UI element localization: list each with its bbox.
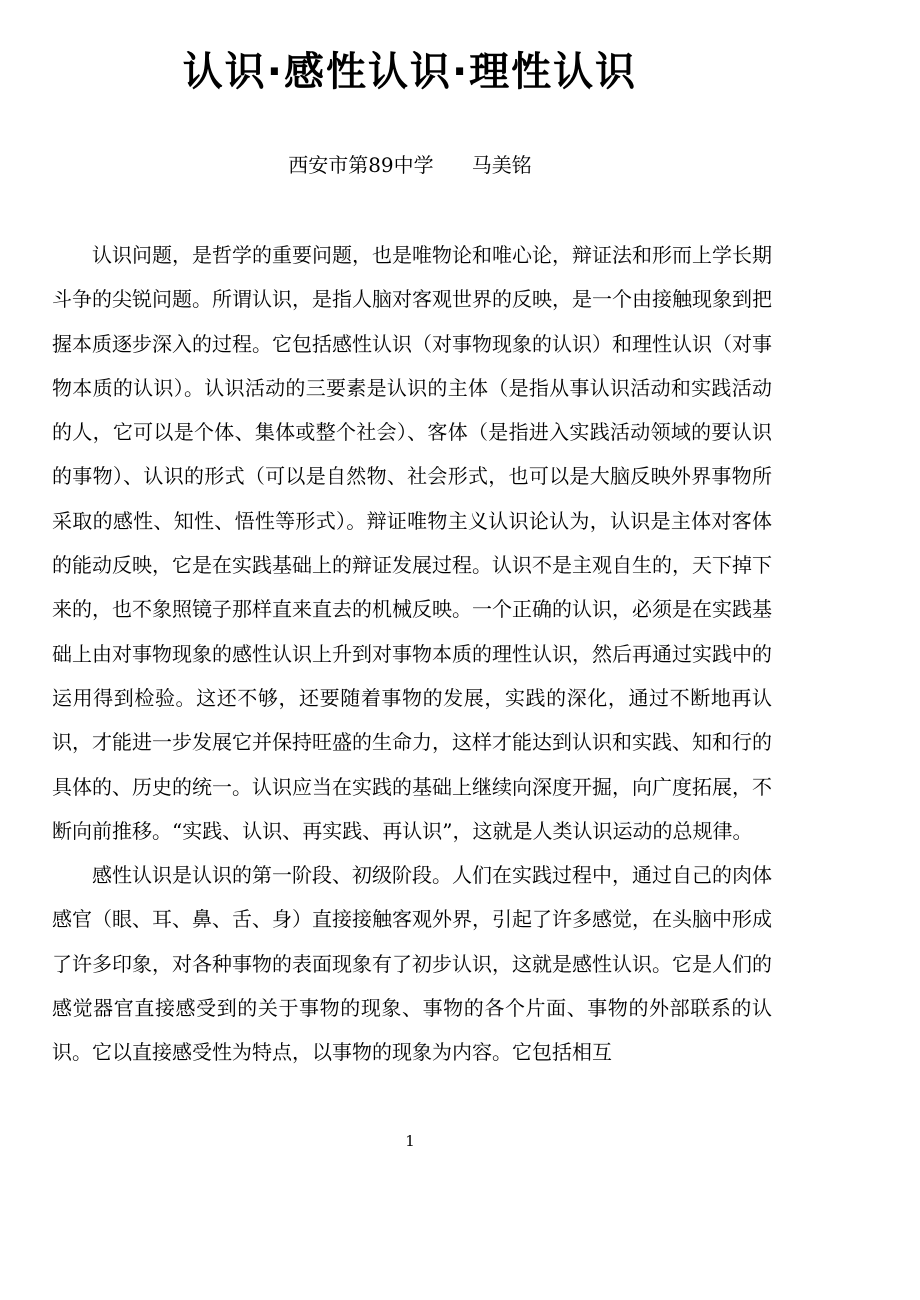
page-number: 1 (405, 1132, 415, 1150)
document-body (52, 233, 772, 1075)
paragraph-2: 感性认识是认识的第一阶段、初级阶段。人们在实践过程中，通过自己的肉体感官（眼、耳、鼻、舌、身）直接接触客观外界，引起了许多感觉，在头脑中形成了许多印象，对各种事物的表面现象有了初步认识，这就是感性认识。它是人们的感觉器官直接感受到的关于事物的现象、事物的各个片面、事物的外部联系的认识。它以直接感受性为特点，以事物的现象为内容。它包括相互 (52, 863, 772, 1065)
author-byline: 西安市第89中学 马美铭 (288, 153, 532, 177)
paragraph-1: 认识问题，是哲学的重要问题，也是唯物论和唯心论，辩证法和形而上学长期斗争的尖锐问题。所谓认识，是指人脑对客观世界的反映，是一个由接触现象到把握本质逐步深入的过程。它包括感性认识（对事物现象的认识）和理性认识（对事物本质的认识）。认识活动的三要素是认识的主体（是指从事认识活动和实践活动的人，它可以是个体、集体或整个社会）、客体（是指进入实践活动领域的要认识的事物）、认识的形式（可以是自然物、社会形式，也可以是大脑反映外界事物所采取的感性、知性、悟性等形式）。辩证唯物主义认识论认为，认识是主体对客体的能动反映，它是在实践基础上的辩证发展过程。认识不是主观自生的，天下掉下来的，也不象照镜子那样直来直去的机械反映。一个正确的认识，必须是在实践基础上由对事物现象的感性认识上升到对事物本质的理性认识，然后再通过实践中的运用得到检验。这还不够，还要随着事物的发展，实践的深化，通过不断地再认识，才能进一步发展它并保持旺盛的生命力，这样才能达到认识和实践、知和行的具体的、历史的统一。认识应当在实践的基础上继续向深度开掘，向广度拓展，不断向前推移。“实践、认识、再实践、再认识”，这就是人类认识运动的总规律。 (52, 243, 772, 843)
document-title: 认识·感性认识·理性认识 (182, 49, 638, 95)
